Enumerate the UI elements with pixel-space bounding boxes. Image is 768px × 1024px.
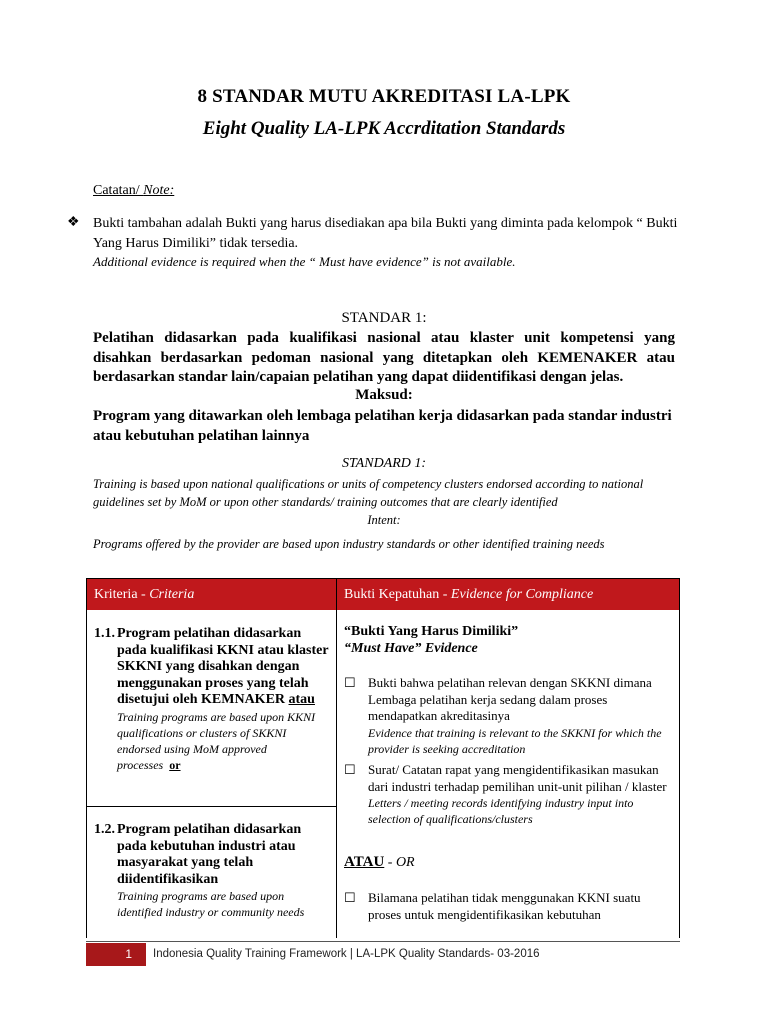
criteria-text bbox=[117, 626, 329, 773]
document-title: 8 STANDAR MUTU AKREDITASI LA-LPK bbox=[197, 86, 571, 107]
evidence-column-header bbox=[344, 579, 593, 610]
evidence-header-id: Bukti Kepatuhan - bbox=[344, 587, 451, 602]
criteria-text-id: Program pelatihan didasarkan pada kualifikasi KKNI atau klaster SKKNI yang disahkan dengan menggunakan proses yang telah disetujui oleh KEMNAKER bbox=[117, 626, 329, 707]
intent-body-id: Program yang ditawarkan oleh lembaga pelatihan kerja didasarkan pada standar industri atau kebutuhan pelatihan lainnya bbox=[93, 408, 672, 444]
evidence-item-3 bbox=[368, 890, 673, 923]
criteria-header-id: Kriteria - bbox=[94, 587, 150, 602]
intent-label-en: Intent: bbox=[367, 513, 401, 527]
criteria-header-en: Criteria bbox=[149, 587, 195, 602]
checkbox-icon: ☐ bbox=[344, 675, 356, 690]
intent-body-en: Programs offered by the provider are based upon industry standards or other identified training needs bbox=[93, 537, 605, 551]
page-number-badge: 1 bbox=[86, 943, 146, 966]
footer-text: Indonesia Quality Training Framework | LA-LPK Quality Standards- 03-2016 bbox=[153, 948, 540, 960]
note-label-en: Note: bbox=[143, 183, 175, 198]
note-label-id: Catatan/ bbox=[93, 183, 144, 198]
criteria-text-en-block bbox=[117, 709, 329, 773]
diamond-bullet-icon: ❖ bbox=[67, 215, 80, 230]
evidence-item-text-id: Bilamana pelatihan tidak menggunakan KKNI suatu proses untuk mengidentifikasikan kebutuhan bbox=[368, 890, 641, 922]
criteria-column-header bbox=[94, 579, 194, 610]
document-subtitle: Eight Quality LA-LPK Accrditation Standards bbox=[202, 118, 566, 139]
criteria-row-divider bbox=[87, 806, 336, 807]
note-text-id: Bukti tambahan adalah Bukti yang harus disediakan apa bila Bukti yang diminta pada kelompok “ Bukti Yang Harus Dimiliki” tidak tersedia. bbox=[93, 216, 678, 251]
criteria-connector-en: or bbox=[169, 757, 181, 772]
note-text-en: Additional evidence is required when the “ Must have evidence” is not available. bbox=[93, 254, 516, 269]
criteria-text-en: Training programs are based upon identified industry or community needs bbox=[117, 889, 305, 919]
column-divider bbox=[336, 579, 337, 938]
criteria-text-en: Training programs are based upon KKNI qualifications or clusters of SKKNI endorsed using MoM approved processes bbox=[117, 709, 316, 772]
evidence-title-id: “Bukti Yang Harus Dimiliki” bbox=[344, 624, 519, 639]
standard-heading-id: STANDAR 1: bbox=[341, 310, 427, 326]
evidence-item-text-en: Letters / meeting records identifying industry input into selection of qualifications/clusters bbox=[368, 796, 634, 826]
or-label-id: ATAU bbox=[344, 854, 385, 870]
criteria-number: 1.2. bbox=[94, 822, 115, 837]
evidence-item-text-en: Evidence that training is relevant to the SKKNI for which the provider is seeking accreditation bbox=[368, 725, 662, 756]
checkbox-icon: ☐ bbox=[344, 890, 356, 905]
page-footer bbox=[86, 941, 680, 966]
or-label-en: - OR bbox=[384, 855, 415, 870]
evidence-or-separator bbox=[344, 854, 415, 871]
intent-label-id: Maksud: bbox=[355, 387, 413, 403]
criteria-text bbox=[117, 822, 329, 920]
standard-body-id: Pelatihan didasarkan pada kualifikasi nasional atau klaster unit kompetensi yang disahkan berdasarkan pedoman nasional yang ditetapkan oleh KEMENAKER atau berdasarkan standar lain/capaian pelatihan yang dapat diidentifikasi dengan jelas. bbox=[93, 330, 675, 385]
standard-heading-en: STANDARD 1: bbox=[341, 456, 427, 471]
criteria-number: 1.1. bbox=[94, 626, 115, 641]
standard-body-en: Training is based upon national qualifications or units of competency clusters endorsed according to national guidelines set by MoM or upon other standards/ training outcomes that are clearly identified bbox=[93, 477, 644, 509]
note-label bbox=[93, 183, 174, 199]
criteria-text-id: Program pelatihan didasarkan pada kebutuhan industri atau masyarakat yang telah diidentifikasikan bbox=[117, 822, 302, 887]
evidence-item-text-id: Bukti bahwa pelatihan relevan dengan SKKNI dimana Lembaga pelatihan kerja sedang dalam proses mendapatkan akreditasinya bbox=[368, 675, 652, 723]
footer-rule bbox=[86, 941, 680, 942]
evidence-item-2 bbox=[368, 762, 673, 827]
evidence-item-text-id: Surat/ Catatan rapat yang mengidentifikasikan masukan dari industri terhadap pemilihan unit-unit pilihan / klaster bbox=[368, 762, 667, 794]
evidence-header-en: Evidence for Compliance bbox=[450, 587, 594, 602]
checkbox-icon: ☐ bbox=[344, 762, 356, 777]
evidence-item-1 bbox=[368, 675, 673, 757]
criteria-connector-id: atau bbox=[288, 692, 315, 707]
evidence-title-en: “Must Have” Evidence bbox=[344, 641, 478, 656]
criteria-evidence-table bbox=[86, 578, 680, 938]
